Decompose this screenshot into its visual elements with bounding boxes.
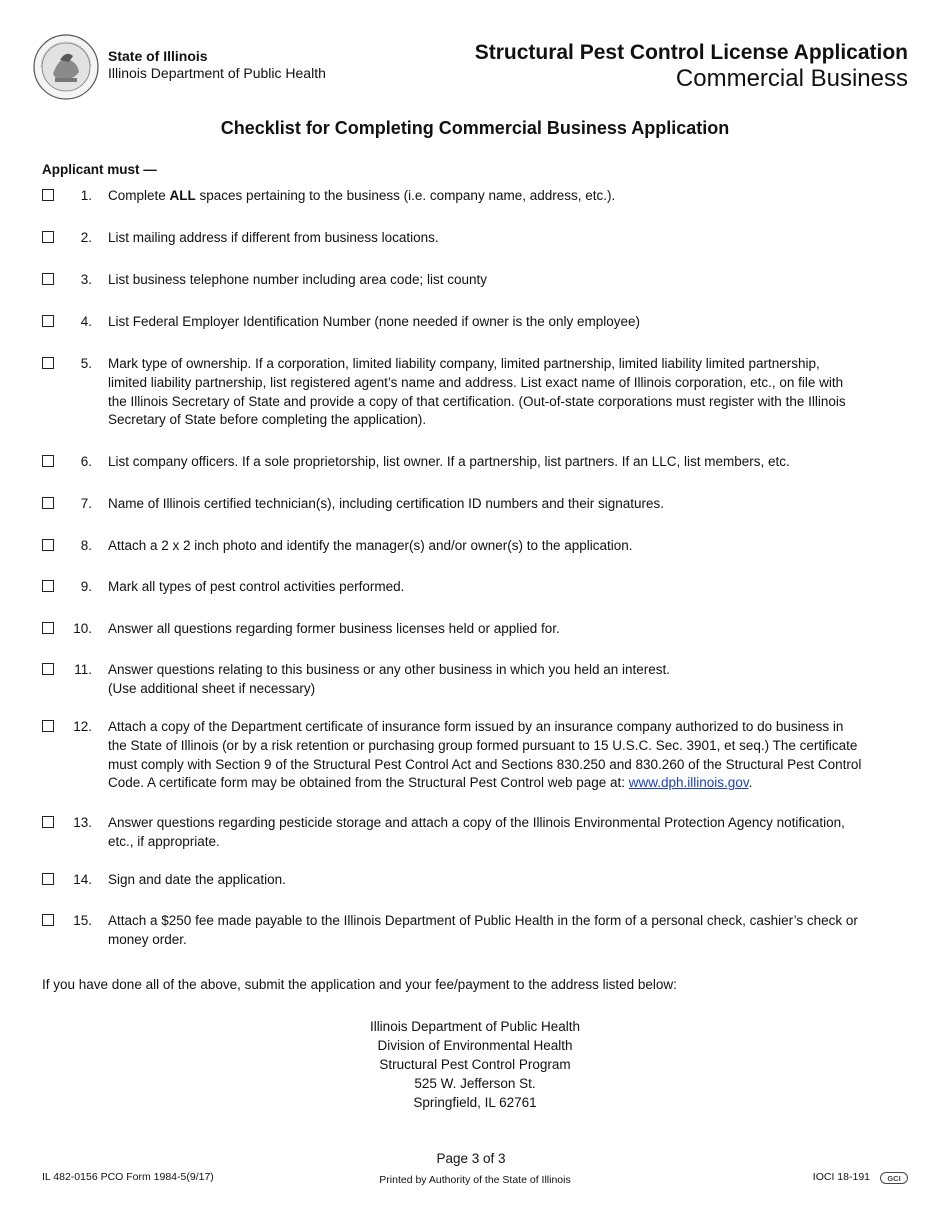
department-name: Illinois Department of Public Health bbox=[108, 65, 326, 81]
checkbox[interactable] bbox=[42, 720, 54, 732]
form-id: IL 482-0156 PCO Form 1984-5(9/17) bbox=[42, 1171, 214, 1183]
item-number: 13. bbox=[73, 815, 92, 830]
item-text: Mark all types of pest control activities performed. bbox=[108, 579, 405, 594]
checkbox[interactable] bbox=[42, 816, 54, 828]
item-number: 7. bbox=[80, 496, 92, 511]
mailing-address bbox=[0, 1017, 950, 1112]
item-number: 9. bbox=[80, 579, 92, 594]
item-text: Answer questions relating to this business or any other business in which you held an interest. (Use additional sheet if necessary) bbox=[108, 662, 671, 696]
item-number: 5. bbox=[80, 356, 92, 371]
checklist-title: Checklist for Completing Commercial Business Application bbox=[220, 118, 730, 138]
item-number: 10. bbox=[73, 621, 92, 636]
address-line: Structural Pest Control Program bbox=[379, 1057, 571, 1072]
checklist-intro: Applicant must — bbox=[42, 162, 157, 177]
page-number: Page 3 of 3 bbox=[436, 1151, 506, 1166]
item-number: 14. bbox=[73, 872, 92, 887]
item-text: Attach a 2 x 2 inch photo and identify the manager(s) and/or owner(s) to the application. bbox=[108, 538, 633, 553]
submission-instructions: If you have done all of the above, submit the application and your fee/payment to the address listed below: bbox=[42, 977, 677, 992]
checkbox[interactable] bbox=[42, 663, 54, 675]
address-line: Division of Environmental Health bbox=[377, 1038, 573, 1053]
item-text: Answer all questions regarding former business licenses held or applied for. bbox=[108, 621, 560, 636]
checkbox[interactable] bbox=[42, 622, 54, 634]
item-number: 8. bbox=[80, 538, 92, 553]
checkbox[interactable] bbox=[42, 914, 54, 926]
item-text: Mark type of ownership. If a corporation, limited liability company, limited partnership, limited liability limited partnership, limited liability partnership, list registered agent’s name and address. List exact name of Illinois corporation, etc., on file with the Illinois Secretary of State and provide a copy of that certification. (Out-of-state corporations must register with the Illinois Secretary of State before completing the application). bbox=[108, 356, 846, 428]
item-text: Complete ALL spaces pertaining to the business (i.e. company name, address, etc.). bbox=[108, 188, 616, 203]
checkbox[interactable] bbox=[42, 189, 54, 201]
checkbox[interactable] bbox=[42, 539, 54, 551]
state-name: State of Illinois bbox=[108, 48, 208, 64]
item-number: 1. bbox=[80, 188, 92, 203]
checkbox[interactable] bbox=[42, 497, 54, 509]
dph-website-link[interactable]: www.dph.illinois.gov bbox=[628, 775, 749, 791]
item-text: List mailing address if different from business locations. bbox=[108, 230, 439, 245]
checkbox[interactable] bbox=[42, 873, 54, 885]
ioci-number: IOCI 18-191 bbox=[812, 1171, 870, 1183]
checkbox[interactable] bbox=[42, 455, 54, 467]
checkbox[interactable] bbox=[42, 357, 54, 369]
item-text: List business telephone number including area code; list county bbox=[108, 272, 487, 287]
item-number: 4. bbox=[80, 314, 92, 329]
address-line: Illinois Department of Public Health bbox=[369, 1019, 581, 1034]
item-number: 2. bbox=[80, 230, 92, 245]
state-seal-icon bbox=[33, 34, 99, 100]
item-number: 11. bbox=[74, 662, 92, 677]
item-number: 12. bbox=[73, 719, 92, 734]
page-header bbox=[0, 0, 950, 110]
svg-text:GCI: GCI bbox=[887, 1174, 901, 1183]
address-line: 525 W. Jefferson St. bbox=[414, 1076, 536, 1091]
checkbox[interactable] bbox=[42, 231, 54, 243]
checkbox[interactable] bbox=[42, 315, 54, 327]
form-title: Structural Pest Control License Application bbox=[474, 41, 908, 64]
item-text: Answer questions regarding pesticide storage and attach a copy of the Illinois Environmental Protection Agency notification, etc., if appropriate. bbox=[108, 815, 845, 849]
item-text: Attach a copy of the Department certificate of insurance form issued by an insurance company authorized to do business in the State of Illinois (or by a risk retention or purchasing group formed pursuant to 15 U.S.C. Sec. 3901, et seq.) The certificate must comply with Section 9 of the Structural Pest Control Act and Sections 830.250 and 830.260 of the Structural Pest Control Code. A certificate form may be obtained from the Structural Pest Control web page at: www.dph.illinois.gov. bbox=[108, 719, 862, 791]
item-text: Name of Illinois certified technician(s), including certification ID numbers and their signatures. bbox=[108, 496, 665, 511]
item-text: Attach a $250 fee made payable to the Illinois Department of Public Health in the form of a personal check, cashier’s check or money order. bbox=[108, 913, 858, 947]
form-subtitle: Commercial Business bbox=[675, 65, 908, 92]
checkbox[interactable] bbox=[42, 580, 54, 592]
union-label-icon bbox=[880, 1172, 908, 1184]
item-text: List company officers. If a sole proprietorship, list owner. If a partnership, list partners. If an LLC, list members, etc. bbox=[108, 454, 790, 469]
item-number: 15. bbox=[73, 913, 92, 928]
address-line: Springfield, IL 62761 bbox=[413, 1095, 537, 1110]
item-number: 3. bbox=[80, 272, 92, 287]
item-text: Sign and date the application. bbox=[108, 872, 286, 887]
printed-by: Printed by Authority of the State of Illinois bbox=[379, 1174, 571, 1186]
checkbox[interactable] bbox=[42, 273, 54, 285]
item-text: List Federal Employer Identification Number (none needed if owner is the only employee) bbox=[108, 314, 641, 329]
item-number: 6. bbox=[80, 454, 92, 469]
